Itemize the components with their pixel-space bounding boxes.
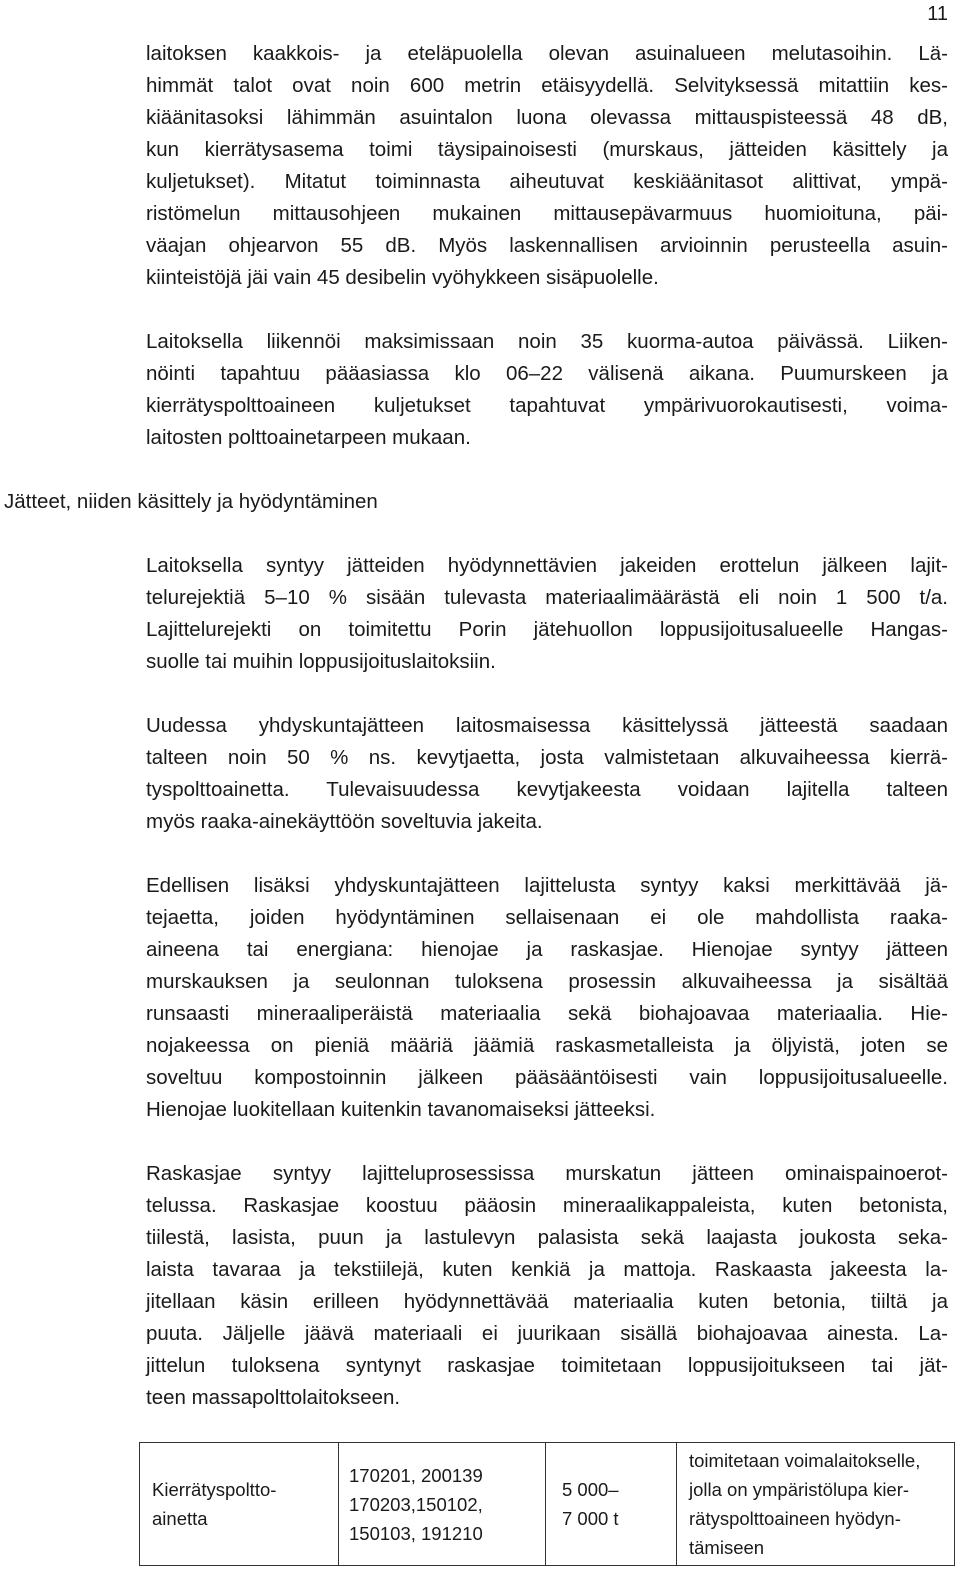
cell-line: tämiseen — [689, 1537, 765, 1558]
text-line: myös raaka-ainekäyttöön soveltuvia jakeita. — [146, 810, 543, 833]
text-line: kuljetukset). Mitatut toiminnasta aiheutuvat keskiäänitasot alittivat, ympä- — [146, 170, 948, 193]
cell-line: 7 000 t — [562, 1508, 619, 1529]
text-line: laitoksen kaakkois- ja eteläpuolella olevan asuinalueen melutasoihin. Lä- — [146, 42, 948, 65]
text-line: jittelun tuloksena syntynyt raskasjae toimitetaan loppusijoitukseen tai jät- — [146, 1354, 948, 1377]
text-line: soveltuu kompostoinnin jälkeen pääsääntöisesti vain loppusijoitusalueelle. — [146, 1066, 948, 1089]
page-number: 11 — [927, 3, 948, 25]
text-line: puuta. Jäljelle jäävä materiaali ei juurikaan sisällä biohajoavaa ainesta. La- — [146, 1322, 948, 1345]
text-line: kiäänitasoksi lähimmän asuintalon luona olevassa mittauspisteessä 48 dB, — [146, 106, 948, 129]
text-line: telurejektiä 5–10 % sisään tulevasta materiaalimäärästä eli noin 1 500 t/a. — [146, 586, 948, 609]
text-line: teen massapolttolaitokseen. — [146, 1386, 401, 1409]
text-line: väajan ohjearvon 55 dB. Myös laskennallisen arvioinnin perusteella asuin- — [146, 234, 948, 257]
text-line: nojakeessa on pieniä määriä jäämiä raskasmetalleista ja öljyistä, joten se — [146, 1034, 948, 1057]
table-cell-material — [140, 1443, 339, 1566]
text-line: telussa. Raskasjae koostuu pääosin mineraalikappaleista, kuten betonista, — [146, 1194, 948, 1217]
cell-line: 170203,150102, — [349, 1493, 483, 1515]
text-line: talteen noin 50 % ns. kevytjaetta, josta valmistetaan alkuvaiheessa kierrä- — [146, 746, 948, 769]
text-line: Hienojae luokitellaan kuitenkin tavanomaiseksi jätteeksi. — [146, 1098, 656, 1121]
text-line: tejaetta, joiden hyödyntäminen sellaisenaan ei ole mahdollista raaka- — [146, 906, 948, 929]
text-line: Uudessa yhdyskuntajätteen laitosmaisessa käsittelyssä jätteestä saadaan — [146, 714, 948, 737]
table-cell-amount — [546, 1443, 677, 1566]
text-line: kiinteistöjä jäi vain 45 desibelin vyöhykkeen sisäpuolelle. — [146, 266, 659, 289]
text-line: Laitoksella liikennöi maksimissaan noin 35 kuorma-autoa päivässä. Liiken- — [146, 330, 948, 353]
section-heading: Jätteet, niiden käsittely ja hyödyntäminen — [4, 490, 378, 513]
text-line: aineena tai energiana: hienojae ja raskasjae. Hienojae syntyy jätteen — [146, 938, 948, 961]
table-cell-codes — [339, 1443, 546, 1566]
text-line: runsaasti mineraaliperäistä materiaalia sekä biohajoavaa materiaalia. Hie- — [146, 1002, 948, 1025]
text-line: Raskasjae syntyy lajitteluprosessissa murskatun jätteen ominaispainoerot- — [146, 1162, 948, 1185]
text-line: jitellaan käsin erilleen hyödynnettävää materiaalia kuten betonia, tiiltä ja — [146, 1290, 948, 1313]
text-line: Laitoksella syntyy jätteiden hyödynnettävien jakeiden erottelun jälkeen lajit- — [146, 554, 948, 577]
cell-line: toimitetaan voimalaitokselle, — [689, 1450, 921, 1471]
text-line: tiilestä, lasista, puun ja lastulevyn palasista sekä laajasta joukosta seka- — [146, 1226, 948, 1249]
text-line: Edellisen lisäksi yhdyskuntajätteen lajittelusta syntyy kaksi merkittävää jä- — [146, 874, 948, 897]
cell-line: ainetta — [152, 1508, 208, 1529]
text-line: laitosten polttoainetarpeen mukaan. — [146, 426, 471, 449]
text-line: kierrätyspolttoaineen kuljetukset tapahtuvat ympärivuorokautisesti, voima- — [146, 394, 948, 417]
text-line: murskauksen ja seulonnan tuloksena prosessin alkuvaiheessa ja sisältää — [146, 970, 948, 993]
cell-line: 150103, 191210 — [349, 1522, 483, 1544]
text-line: laista tavaraa ja tekstiilejä, kuten kenkiä ja mattoja. Raskaasta jakeesta la- — [146, 1258, 948, 1281]
cell-line: Kierrätyspoltto- — [152, 1479, 277, 1500]
text-line: kun kierrätysasema toimi täysipainoisesti (murskaus, jätteiden käsittely ja — [146, 138, 948, 161]
cell-line: 170201, 200139 — [349, 1464, 483, 1486]
text-line: tyspolttoainetta. Tulevaisuudessa kevytjakeesta voidaan lajitella talteen — [146, 778, 948, 801]
text-line: ristömelun mittausohjeen mukainen mittausepävarmuus huomioituna, päi- — [146, 202, 948, 225]
cell-line: 5 000– — [562, 1479, 619, 1500]
table-cell-destination — [677, 1443, 955, 1566]
text-line: nöinti tapahtuu pääasiassa klo 06–22 välisenä aikana. Puumurskeen ja — [146, 362, 948, 385]
cell-line: rätyspolttoaineen hyödyn- — [689, 1508, 901, 1529]
waste-table — [139, 1442, 955, 1566]
text-line: himmät talot ovat noin 600 metrin etäisyydellä. Selvityksessä mitattiin kes- — [146, 74, 948, 97]
cell-line: jolla on ympäristölupa kier- — [689, 1479, 910, 1500]
text-line: suolle tai muihin loppusijoituslaitoksiin. — [146, 650, 496, 673]
text-line: Lajittelurejekti on toimitettu Porin jätehuollon loppusijoitusalueelle Hangas- — [146, 618, 948, 641]
table-row — [140, 1443, 955, 1566]
